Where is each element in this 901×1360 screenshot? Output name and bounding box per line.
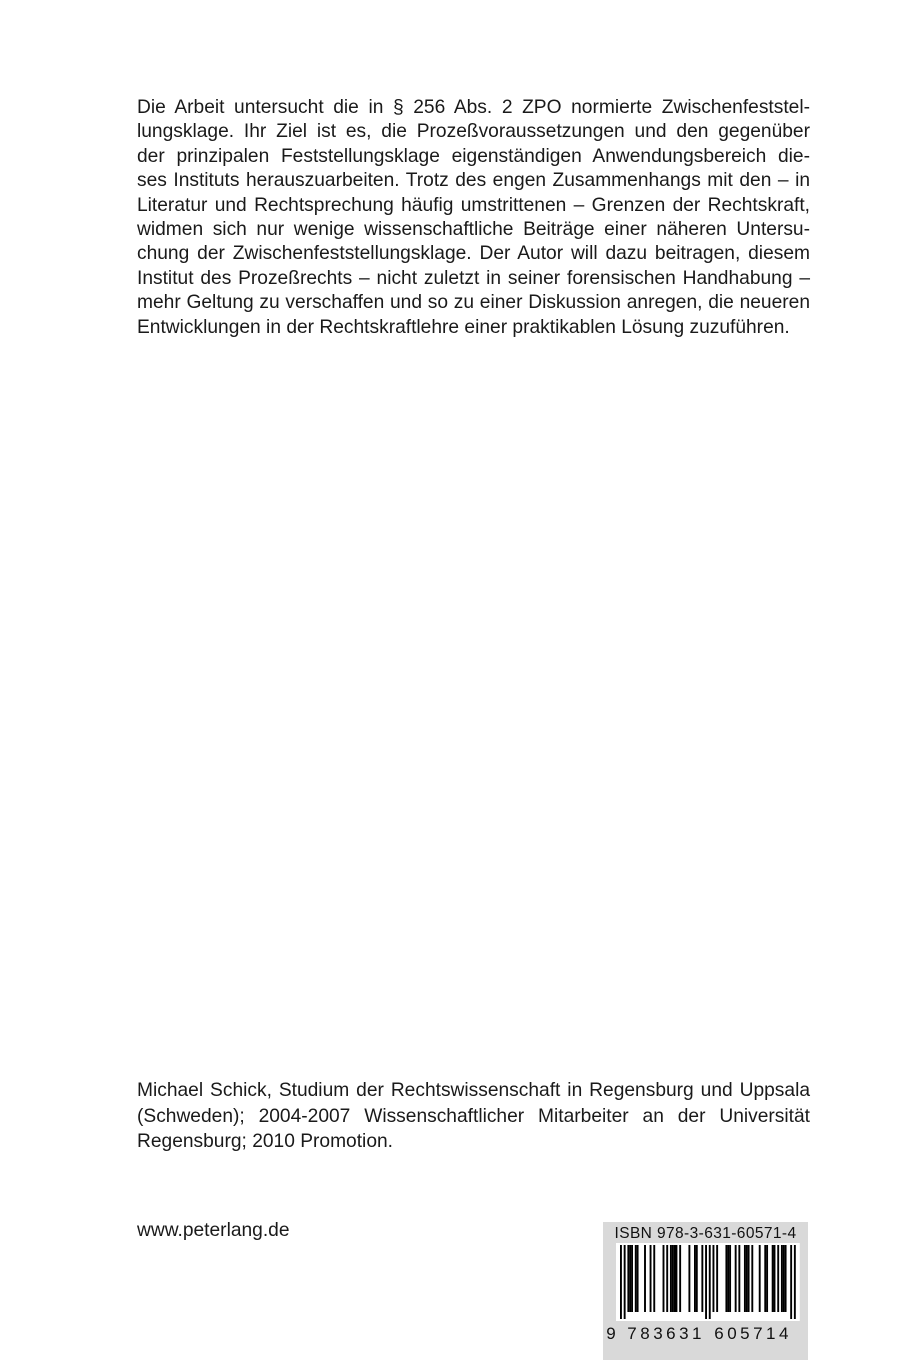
barcode-bar: [759, 1245, 761, 1312]
barcode-bar: [727, 1245, 729, 1312]
barcode-bar: [794, 1245, 796, 1319]
blurb-line: der prinzipalen Feststellungsklage eigenständigen Anwendungsbereich die-: [137, 145, 810, 167]
barcode-digit: 8: [640, 1324, 650, 1343]
barcode-bar: [676, 1245, 678, 1312]
barcode-bar: [738, 1245, 740, 1312]
blurb-line: Literatur und Rechtsprechung häufig umstrittenen – Grenzen der Rechtskraft,: [137, 194, 810, 216]
barcode-bar: [772, 1245, 774, 1312]
barcode-bar: [653, 1245, 655, 1312]
blurb-text: [137, 96, 810, 340]
barcode-digit: 7: [753, 1324, 763, 1343]
barcode-bar: [790, 1245, 792, 1319]
barcode-bar: [713, 1245, 715, 1312]
barcode-digit: 7: [627, 1324, 637, 1343]
barcode-bar: [679, 1245, 681, 1312]
barcode-bar: [766, 1245, 768, 1312]
barcode-digit: 9: [606, 1324, 616, 1343]
barcode-bar: [650, 1245, 652, 1312]
barcode-bar: [696, 1245, 698, 1312]
barcode-bar: [672, 1245, 674, 1312]
barcode-digit: 4: [778, 1324, 789, 1343]
barcode-digit: 3: [679, 1324, 689, 1343]
barcode-bar: [635, 1245, 637, 1312]
barcode-bar: [709, 1245, 711, 1319]
blurb-line: Entwicklungen in der Rechtskraftlehre einer praktikablen Lösung zuzuführen.: [137, 316, 790, 338]
barcode-digit: 1: [692, 1324, 702, 1343]
barcode-bar: [785, 1245, 787, 1312]
barcode-digit: 3: [653, 1324, 663, 1343]
barcode-digit: 5: [740, 1324, 750, 1343]
barcode-bar: [783, 1245, 785, 1312]
blurb-line: ses Instituts herauszuarbeiten. Trotz des engen Zusammenhangs mit den – in: [137, 170, 810, 192]
blurb-line: chung der Zwischenfeststellungsklage. Der Autor will dazu beitragen, diesem: [137, 243, 810, 265]
bio-line: Regensburg; 2010 Promotion.: [137, 1131, 393, 1152]
barcode-bar: [748, 1245, 750, 1312]
barcode-bar: [694, 1245, 696, 1312]
blurb-line: lungsklage. Ihr Ziel ist es, die Prozeßvoraussetzungen und den gegenüber: [137, 121, 810, 143]
barcode-bar: [729, 1245, 731, 1312]
isbn-barcode-panel: [603, 1222, 808, 1360]
barcode-bar: [777, 1245, 779, 1312]
barcode-bar: [716, 1245, 718, 1312]
barcode-bar: [644, 1245, 646, 1312]
publisher-website-link[interactable]: www.peterlang.de: [137, 1220, 290, 1241]
blurb-line: widmen sich nur wenige wissenschaftliche Beiträge einer näheren Untersu-: [137, 218, 810, 240]
author-bio: [137, 1078, 810, 1155]
barcode-bar: [631, 1245, 633, 1312]
barcode-bar: [637, 1245, 639, 1312]
barcode-digit: 0: [727, 1324, 737, 1343]
barcode-bar: [701, 1245, 703, 1312]
bio-line: Michael Schick, Studium der Rechtswissenschaft in Regensburg und Uppsala: [137, 1080, 810, 1101]
barcode-bar: [705, 1245, 707, 1319]
barcode-bar: [774, 1245, 776, 1312]
barcode-digit: 1: [766, 1324, 776, 1343]
barcode-digit: 6: [666, 1324, 676, 1343]
barcode-bar: [746, 1245, 748, 1312]
blurb-line: Institut des Prozeßrechts – nicht zuletzt in seiner forensischen Handhabung –: [137, 267, 810, 289]
barcode-bar: [624, 1245, 626, 1319]
barcode-bar: [751, 1245, 753, 1312]
barcode-graphic: [603, 1222, 808, 1360]
barcode-bar: [627, 1245, 629, 1312]
barcode-bar: [666, 1245, 668, 1312]
barcode-bar: [674, 1245, 676, 1312]
barcode-bar: [688, 1245, 690, 1312]
barcode-bar: [764, 1245, 766, 1312]
barcode-bar: [629, 1245, 631, 1312]
barcode-bar: [735, 1245, 737, 1312]
barcode-bar: [781, 1245, 783, 1312]
barcode-bar: [744, 1245, 746, 1312]
barcode-bar: [620, 1245, 622, 1319]
barcode-bar: [670, 1245, 672, 1312]
bio-line: (Schweden); 2004-2007 Wissenschaftlicher Mitarbeiter an der Universität: [137, 1105, 810, 1127]
blurb-line: Die Arbeit untersucht die in § 256 Abs. 2 ZPO normierte Zwischenfeststel-: [137, 97, 810, 118]
barcode-digit: 6: [714, 1324, 724, 1343]
barcode-bar: [663, 1245, 665, 1312]
barcode-bar: [725, 1245, 727, 1312]
isbn-label: ISBN 978-3-631-60571-4: [614, 1225, 797, 1242]
blurb-line: mehr Geltung zu verschaffen und so zu einer Diskussion anregen, die neueren: [137, 292, 810, 314]
